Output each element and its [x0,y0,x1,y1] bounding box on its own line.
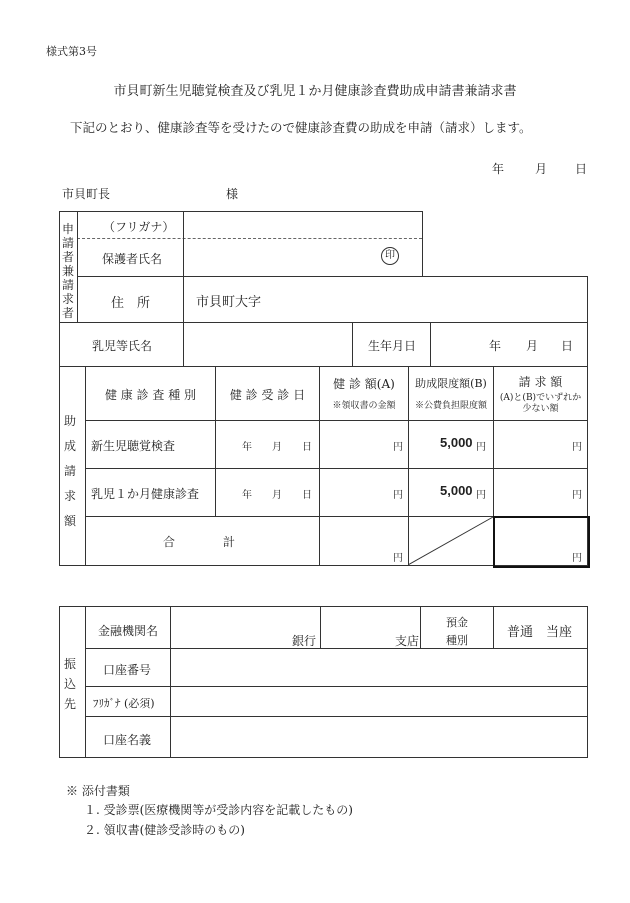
date-month-label: 月 [535,162,548,176]
infant-name-label: 乳児等氏名 [92,339,153,353]
branch-suffix: 支店 [395,634,420,648]
dob-day: 日 [561,339,574,353]
attachment-item-1: １. 受診票(医療機関等が受診内容を記載したもの) [84,803,353,817]
attachments-heading: ※ 添付書類 [66,784,130,798]
header-request: 請 求 額 [518,375,563,389]
form-title: 市貝町新生児聴覚検査及び乳児１か月健康診査費助成申請書兼請求書 [113,84,517,99]
account-number-field[interactable] [171,649,586,685]
applicant-vertical-label: 申請者兼請求者 [61,222,74,320]
dob-label: 生年月日 [368,339,417,353]
row-1-limit-unit: 円 [476,442,486,453]
date-day-label: 日 [575,162,588,176]
row-1-month: 月 [272,442,282,453]
total-limit-diagonal [408,516,494,566]
total-request-unit: 円 [572,553,582,564]
bank-suffix: 銀行 [292,634,317,648]
claim-vertical-label: 助成請求額 [63,414,76,528]
account-holder-field[interactable] [171,717,586,756]
institution-label: 金融機関名 [98,624,159,638]
header-checkup-date: 健 診 受 診 日 [229,388,306,402]
row-1-year: 年 [242,442,252,453]
row-1-type: 新生児聴覚検査 [91,439,176,453]
form-number: 様式第3号 [46,45,97,58]
row-1-limit: 5,000 [440,435,473,450]
row-2-request-unit: 円 [572,490,582,501]
row-2-type: 乳児１か月健康診査 [91,487,200,501]
furigana-label: （フリガナ） [103,220,175,234]
deposit-type-options[interactable]: 普通 当座 [507,625,573,640]
guardian-name-label: 保護者氏名 [102,252,163,266]
date-year-label: 年 [492,162,505,176]
account-number-label: 口座番号 [103,663,152,677]
header-fee: 健 診 額(A) [333,377,395,391]
attachment-item-2: ２. 領収書(健診受診時のもの) [84,823,245,837]
header-limit: 助成限度額(B) [415,377,487,390]
bank-vertical-label: 振込先 [63,657,76,711]
total-label: 合 計 [163,535,236,549]
row-1-request-unit: 円 [572,442,582,453]
intro-text: 下記のとおり、健康診査等を受けたので健康診査費の助成を申請（請求）します。 [70,120,532,135]
deposit-label-2: 種別 [446,634,468,647]
row-2-limit: 5,000 [440,483,473,498]
address-value[interactable]: 市貝町大字 [196,295,262,310]
row-1-fee-unit: 円 [393,442,403,453]
row-2-year: 年 [242,490,252,501]
row-2-fee-unit: 円 [393,490,403,501]
row-1-day: 日 [302,442,312,453]
addressee-honorific: 様 [226,187,239,201]
header-fee-note: ※領収書の金額 [332,401,396,411]
addressee-name: 市貝町長 [62,187,111,201]
header-request-note-1: (A)と(B)でいずれか [499,393,582,403]
account-furigana-field[interactable] [171,687,586,715]
row-2-day: 日 [302,490,312,501]
dob-month: 月 [526,339,539,353]
dob-year: 年 [489,339,502,353]
row-2-month: 月 [272,490,282,501]
account-furigana-label: ﾌﾘｶﾞﾅ (必須) [93,697,155,710]
deposit-label-1: 預金 [446,616,468,629]
header-request-note-2: 少ない額 [522,404,559,414]
row-2-limit-unit: 円 [476,490,486,501]
seal-mark: 印 [381,247,399,265]
total-fee-unit: 円 [393,553,403,564]
infant-name-field[interactable] [184,323,351,366]
address-label: 住 所 [111,296,151,311]
header-limit-note: ※公費負担限度額 [414,401,487,411]
furigana-field[interactable] [184,212,421,238]
guardian-name-field[interactable] [184,239,374,276]
account-holder-label: 口座名義 [103,733,152,747]
header-checkup-type: 健 康 診 査 種 別 [104,388,197,402]
